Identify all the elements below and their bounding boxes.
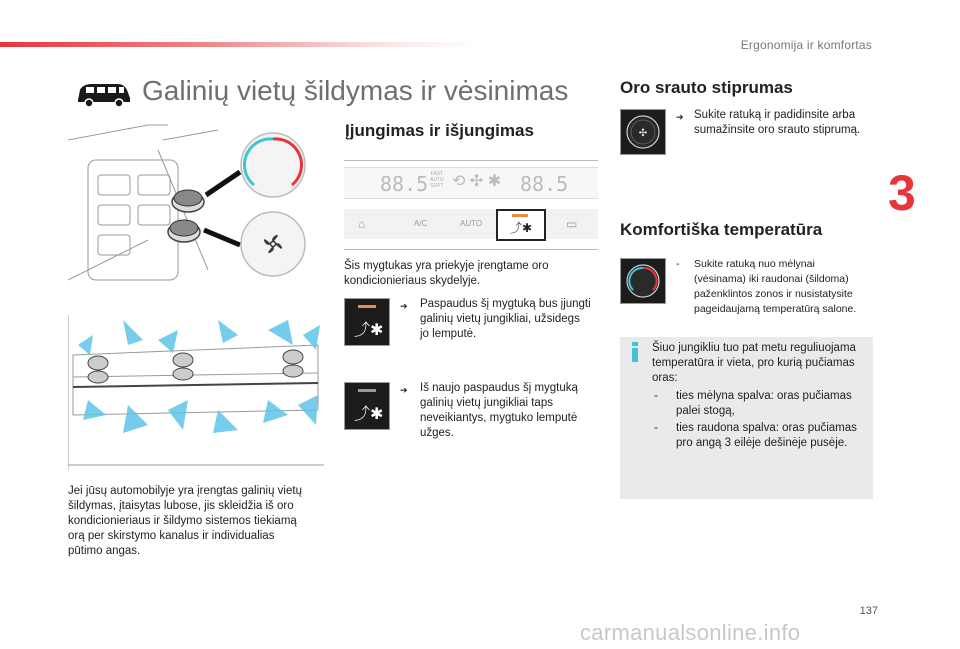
ceiling-controls-illustration (68, 120, 324, 288)
step-off-text: Iš naujo paspaudus šį mygtuką galinių vietų jungikliai taps neveikiantys, mygtuko lemputė užges. (420, 382, 578, 439)
seat-airflow-icon: ⤴✱ (354, 406, 384, 423)
page-number: 137 (859, 605, 878, 617)
info-dash: - (654, 390, 658, 402)
bullet-arrow-icon: ➔ (400, 301, 408, 311)
airflow-text: Sukite ratuką ir padidinsite arba sumažinsite oro srauto stiprumą. (694, 109, 861, 136)
rear-vents-illustration (68, 315, 324, 470)
bullet-arrow-icon: ➔ (676, 112, 684, 122)
display-icons: ⟲ ✣ ✱ (452, 173, 502, 190)
auto-button[interactable]: AUTO (460, 219, 483, 228)
temperature-text: Sukite ratuką nuo mėlynai (vėsinama) iki raudonai (šildoma) paženklintos zonos ir nusistatysite pageidaujamą temperatūrą salone. (694, 258, 857, 315)
minivan-icon (74, 80, 132, 108)
header-accent-bar (0, 42, 480, 47)
page-title: Galinių vietų šildymas ir vėsinimas (142, 75, 569, 106)
temperature-heading: Komfortiška temperatūra (620, 220, 823, 239)
defrost-button[interactable]: ⌂ (358, 217, 366, 231)
watermark: carmanualsonline.info (580, 620, 801, 645)
led-on-icon (358, 305, 376, 308)
temp-dial-icon (621, 259, 665, 303)
button-on-tile (344, 298, 390, 346)
temp-dial-tile (620, 258, 666, 304)
chapter-number: 3 (888, 165, 916, 221)
svg-text:✣: ✣ (638, 128, 648, 139)
airflow-heading: Oro srauto stiprumas (620, 78, 793, 97)
display-right-temp: 88.5 (520, 172, 569, 196)
front-ac-panel (344, 160, 598, 250)
intro-text: Šis mygtukas yra priekyje įrengtame oro kondicionieriaus skydelyje. (344, 260, 549, 287)
info-icon (631, 342, 639, 362)
info-item-blue: ties mėlyna spalva: oras pučiamas palei stogą, (676, 390, 852, 417)
section-title: Ergonomija ir komfortas (740, 38, 872, 52)
led-off-icon (358, 389, 376, 392)
rear-defrost-button[interactable]: ▭ (566, 217, 578, 231)
button-led (512, 214, 528, 217)
bullet-arrow-icon: ➔ (400, 385, 408, 395)
rear-heating-button[interactable] (496, 209, 546, 241)
display-left-temp: 88.5 (380, 172, 429, 196)
temp-dash: - (676, 258, 680, 270)
fan-dial-tile (620, 109, 666, 155)
info-text: Šiuo jungikliu tuo pat metu reguliuojama temperatūra ir vieta, pro kurią pučiamas oras: (652, 342, 856, 384)
display-fast-auto-soft: FAST AUTO SOFT (430, 171, 444, 189)
button-off-tile (344, 382, 390, 430)
seat-airflow-icon: ⤴✱ (354, 322, 384, 339)
info-item-red: ties raudona spalva: oras pučiamas pro angą 3 eilėje dešinėje pusėje. (676, 422, 857, 449)
step-on-text: Paspaudus šį mygtuką bus įjungti galinių vietų jungikliai, užsidegs jo lemputė. (420, 298, 591, 340)
fan-dial-icon (621, 110, 665, 154)
panel-buttons (344, 209, 598, 239)
panel-display (344, 167, 598, 199)
on-off-heading: Įjungimas ir išjungimas (345, 121, 534, 140)
info-dash: - (654, 422, 658, 434)
ac-button[interactable]: A/C (414, 219, 428, 228)
left-caption: Jei jūsų automobilyje yra įrengtas galinių vietų šildymas, įtaisytas lubose, jis skleidžia iš oro kondicionieriaus ir šildymo sistemos tiekiamą orą per skirstymo kanalus ir individualias pūtimo angas. (68, 485, 302, 557)
seat-airflow-icon: ⤴✱ (510, 221, 533, 235)
